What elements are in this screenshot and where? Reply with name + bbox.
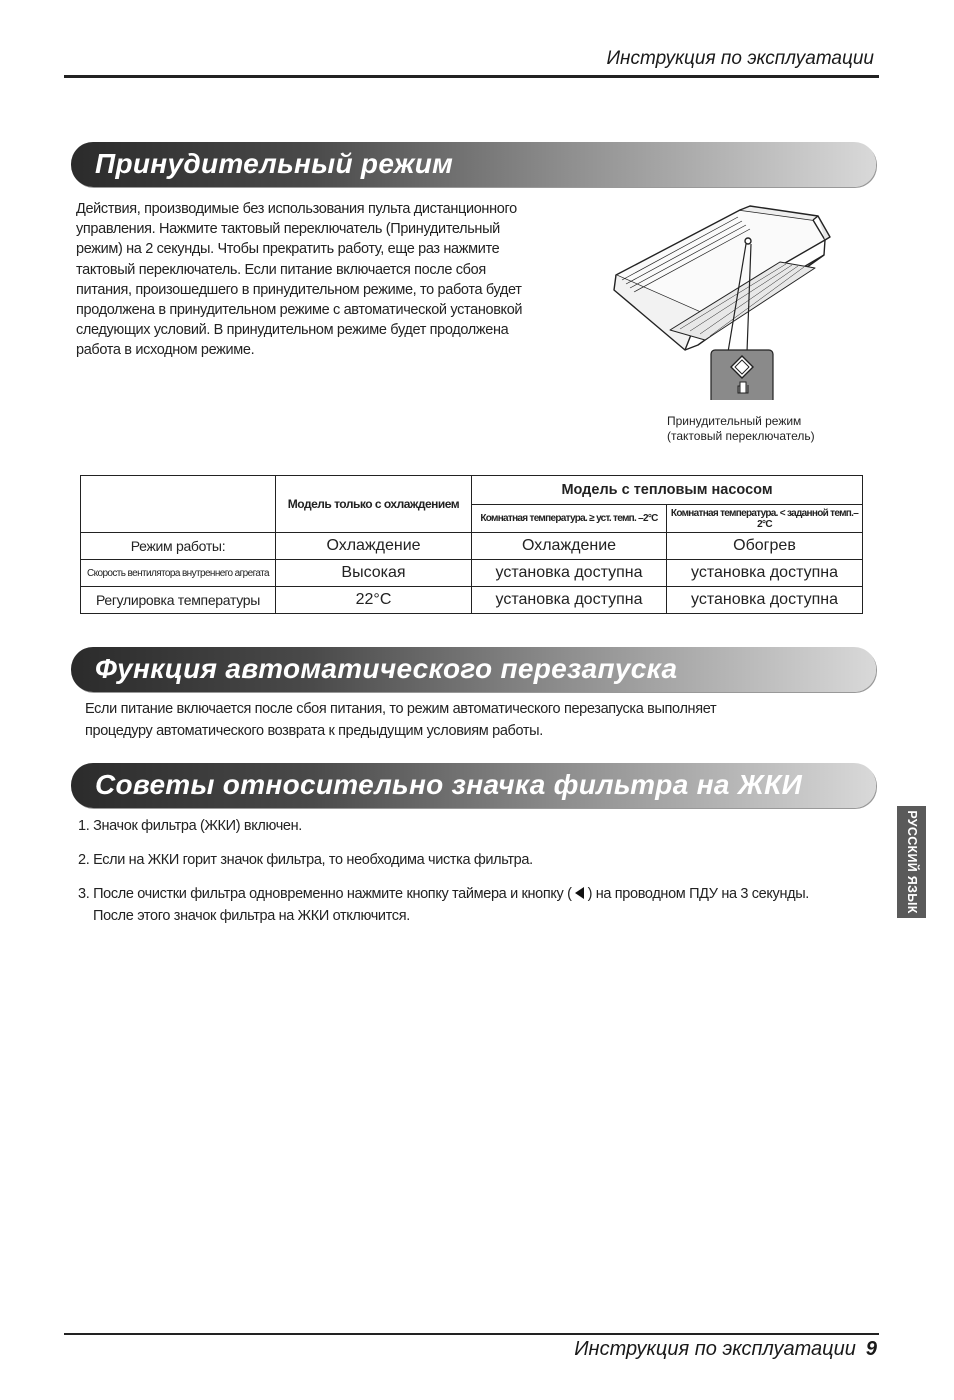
language-tab-label: РУССКИЙ ЯЗЫК [904,810,919,914]
subheader-room-temp-ge: Комнатная температура. ≥ уст. темп. –2°C [472,505,667,533]
auto-restart-description [85,698,875,742]
caption-line: Принудительный режим [667,414,802,428]
header-rule [64,75,879,78]
footer-title: Инструкция по эксплуатации [574,1338,856,1360]
subheader-room-temp-lt: Комнатная температура. < заданной темп.–2°C [667,505,863,533]
table-row [81,560,863,587]
footer [574,1338,877,1361]
text-line: Действия, производимые без использования пульта дистанционного [76,201,517,217]
cell-value: Охлаждение [276,533,472,560]
list-item-text: ) на проводном ПДУ на 3 секунды. [587,886,809,902]
text-line: управления. Нажмите тактовый переключатель (Принудительный [76,221,500,238]
cell-value: Высокая [276,560,472,587]
list-item-text: 3. После очистки фильтра одновременно нажмите кнопку таймера и кнопку ( [78,886,572,902]
row-label: Режим работы: [81,533,276,560]
forced-mode-table [80,475,863,614]
section-auto-restart-title: Функция автоматического перезапуска [95,653,678,684]
footer-rule [64,1333,879,1335]
section-forced-mode-bar [71,142,876,187]
cell-value: установка доступна [472,560,667,587]
list-item: 2. Если на ЖКИ горит значок фильтра, то необходима чистка фильтра. [78,852,533,868]
text-line: процедуру автоматического возврата к предыдущим условиям работы. [85,723,543,739]
text-line: работа в исходном режиме. [76,342,255,359]
text-line: продолжена в принудительном режиме с автоматической установкой [76,302,523,319]
text-line: питания, произошедшего в принудительном режиме, то работа будет [76,281,522,298]
section-filter-tips-title: Советы относительно значка фильтра на ЖКИ [95,769,803,800]
section-auto-restart-bar [71,647,876,692]
caption-line: (тактовый переключатель) [667,428,815,443]
text-line: Если питание включается после сбоя питания, то режим автоматического перезапуска выполняет [85,701,717,717]
cell-value: Охлаждение [472,533,667,560]
list-item-continuation: После этого значок фильтра на ЖКИ отключится. [93,908,410,924]
cell-value: 22°C [276,587,472,614]
table-corner-cell [81,476,276,533]
cell-value: установка доступна [667,587,863,614]
cell-value: установка доступна [472,587,667,614]
section-filter-tips-bar [71,763,876,808]
left-arrow-icon [575,887,584,899]
language-side-tab [897,806,926,918]
list-item: 1. Значок фильтра (ЖКИ) включен. [78,818,302,834]
text-line: тактовый переключатель. Если питание включается после сбоя [76,261,486,278]
text-line: режим) на 2 секунды. Чтобы прекратить работу, еще раз нажмите [76,241,500,258]
cell-value: установка доступна [667,560,863,587]
table-row [81,587,863,614]
header-cooling-only: Модель только с охлаждением [276,476,472,533]
forced-mode-description [76,199,586,361]
page-number: 9 [865,1338,877,1360]
row-label: Скорость вентилятора внутреннего агрегата [81,560,276,587]
header-title: Инструкция по эксплуатации [606,48,874,69]
cell-value: Обогрев [667,533,863,560]
list-item [78,886,809,902]
section-forced-mode-title: Принудительный режим [95,148,454,179]
header-heat-pump: Модель с тепловым насосом [472,476,863,505]
table-row [81,533,863,560]
text-line: следующих условий. В принудительном режиме будет продолжена [76,322,509,339]
indoor-unit-illustration [600,200,850,400]
row-label: Регулировка температуры [81,587,276,614]
figure-caption [667,414,815,443]
